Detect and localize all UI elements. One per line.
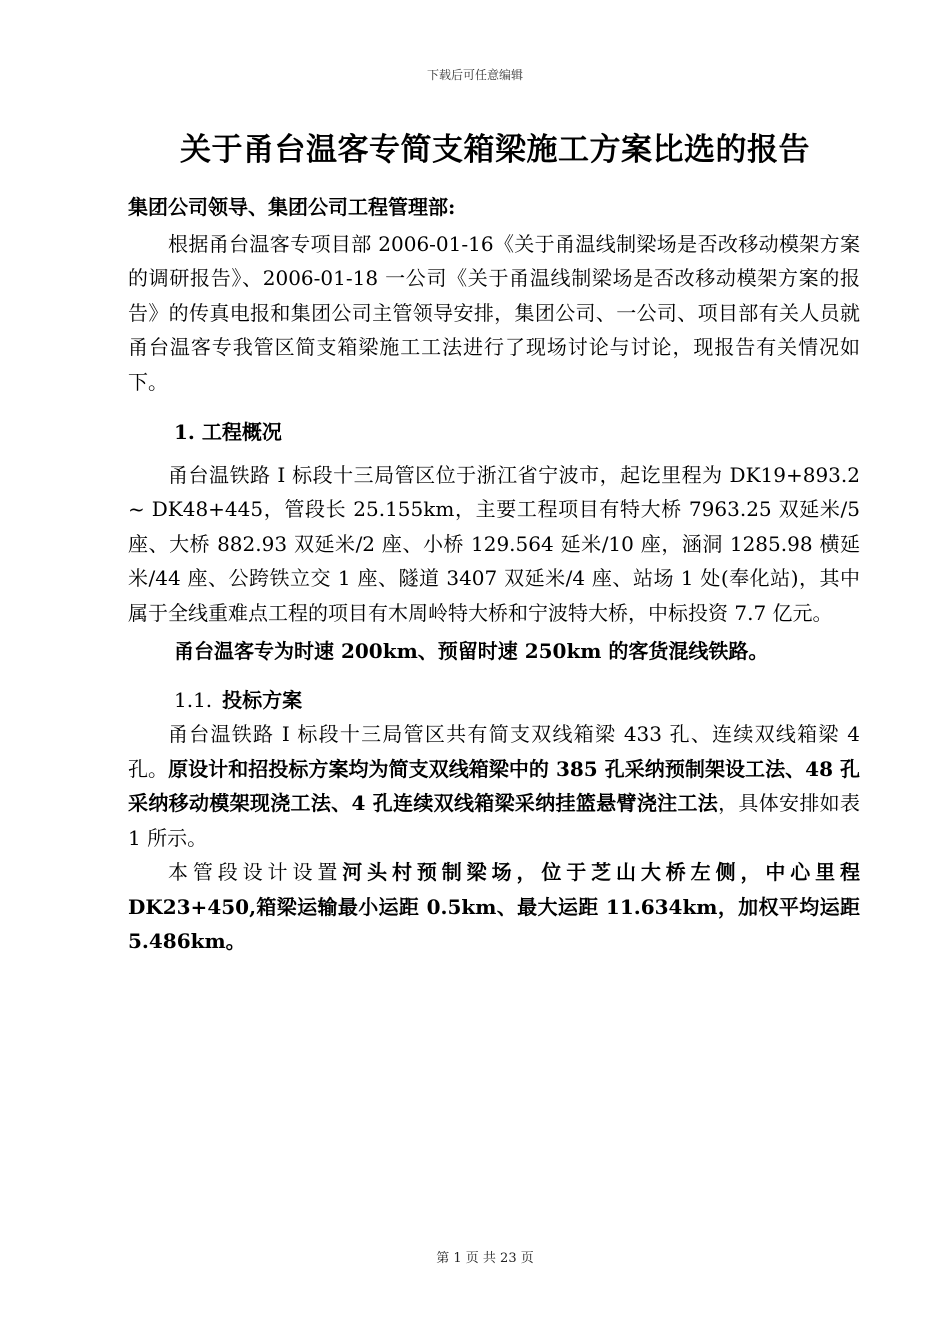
section-1-bold-line: 甬台温客专为时速 200km、预留时速 250km 的客货混线铁路。 (174, 639, 769, 663)
header-note: 下载后可任意编辑 (426, 68, 523, 82)
para-1-tail-text: ，具体安排如表 1 所示。 (128, 791, 860, 850)
para-1-bold-text: 原设计和招投标方案均为简支双线箱梁中的 385 孔采纳预制架设工法、48 孔采纳移动模架现浇工法、4 孔连续双线箱梁采纳挂篮悬臂浇注工法 (128, 756, 861, 815)
document-body (128, 190, 860, 959)
section-1-paragraph: 甬台温铁路 I 标段十三局管区位于浙江省宁波市，起讫里程为 DK19+893.2 ~ DK48+445，管段长 25.155km，主要工程项目有特大桥 7963.25 双延米/5 座、大桥 882.93 双延米/2 座、小桥 129.564 延米/10 座，涵洞 1285.98 横延米/44 座、公跨铁立交 1 座、隧道 3407 双延米/4 座、站场 1 处(奉化站)，其中属于全线重难点工程的项目有木周岭特大桥和宁波特大桥，中标投资 7.7 亿元。 (128, 462, 860, 625)
section-1-1-title: 投标方案 (222, 687, 303, 712)
intro-paragraph: 根据甬台温客专项目部 2006-01-16《关于甬温线制梁场是否改移动模架方案的调研报告》、2006-01-18 一公司《关于甬温线制梁场是否改移动模架方案的报告》的传真电报和集团公司主管领导安排，集团公司、一公司、项目部有关人员就甬台温客专我管区简支箱梁施工工法进行了现场讨论与讨论，现报告有关情况如下。 (128, 231, 860, 394)
para-2-bold-text: 河头村预制梁场，位于芝山大桥左侧，中心里程 DK23+450,箱梁运输最小运距 0.5km、最大运距 11.634km，加权平均运距 5.486km。 (128, 860, 861, 953)
para-2-text: 本管段设计设置 (168, 860, 343, 884)
section-1-1-paragraph-1 (128, 717, 860, 855)
section-1-1-paragraph-2 (128, 855, 860, 959)
salutation: 集团公司领导、集团公司工程管理部: (128, 195, 456, 219)
document-title: 关于甬台温客专简支箱梁施工方案比选的报告 (180, 132, 810, 168)
section-1-1-heading (128, 683, 860, 718)
section-1-heading: 1. 工程概况 (174, 420, 282, 444)
page-footer: 第 1 页 共 23 页 (436, 1251, 534, 1266)
section-1-1-number: 1.1. (174, 687, 213, 712)
para-1-text: 甬台温铁路 I 标段十三局管区共有简支双线箱梁 433 孔、连续双线箱梁 4 孔。 (128, 722, 860, 781)
